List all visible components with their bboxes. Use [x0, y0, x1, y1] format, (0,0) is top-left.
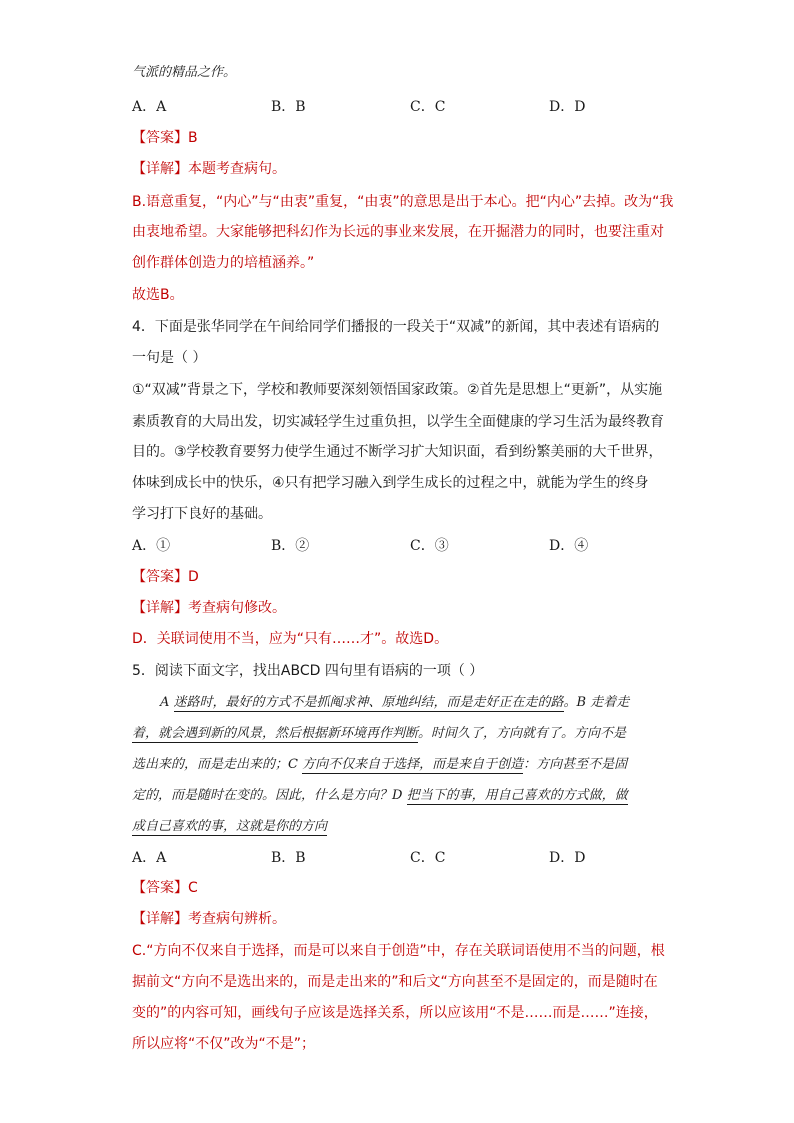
q3-option-a: A．A: [132, 99, 167, 115]
underlined-sentence-a: 迷路时，最好的方式不是抓阄求神、原地纠结，而是走好正在走的路: [173, 695, 564, 710]
q5-option-c: C．C: [410, 850, 446, 866]
q3-option-d: D．D: [549, 99, 586, 115]
underlined-sentence-d: 把当下的事，用自己喜欢的方式做，做: [406, 788, 628, 803]
passage-text: 。B 走着走: [563, 695, 630, 710]
q4-passage-line-5: 学习打下良好的基础。: [132, 506, 272, 522]
q4-passage-line-2: 素质教育的大局出发，切实减轻学生过重负担，以学生全面健康的学习生活为最终教育: [132, 414, 664, 430]
q4-passage-line-1: ①“双减”背景之下，学校和教师要深刻领悟国家政策。②首先是思想上“更新”，从实施: [132, 382, 663, 398]
q5-explanation-line-1: C.“方向不仅来自于选择，而是可以来自于创造”中，存在关联词语使用不当的问题，根: [132, 943, 665, 959]
q5-stem: 5．阅读下面文字，找出ABCD 四句里有语病的一项（ ）: [132, 663, 484, 679]
q4-option-d: D．④: [549, 538, 589, 554]
q4-passage-line-4: 体味到成长中的快乐，④只有把学习融入到学生成长的过程之中，就能为学生的终身: [132, 475, 649, 491]
passage-text: ：方向甚至不是固: [523, 757, 628, 772]
q4-option-a: A．①: [132, 538, 171, 554]
detail-text: 【详解】本题考查病句。: [132, 161, 286, 177]
q5-explanation-line-4: 所以应将“不仅”改为“不是”；: [132, 1036, 316, 1052]
q5-explanation-line-2: 据前文“方向不是选出来的，而是走出来的”和后文“方向甚至不是固定的，而是随时在: [132, 974, 658, 990]
underlined-sentence-d-cont: 成自己喜欢的事，这就是你的方向: [132, 819, 328, 834]
q3-explanation-line-3: 创作群体创造力的培植涵养。”: [132, 255, 315, 271]
q4-stem-line-1: 4．下面是张华同学在午间给同学们播报的一段关于“双减”的新闻，其中表述有语病的: [132, 319, 660, 335]
q5-passage-line-4: [132, 787, 628, 805]
q5-detail-label: 【详解】考查病句辨析。: [132, 911, 286, 927]
answer-text: 【答案】B: [132, 130, 198, 146]
q5-passage-line-1: [160, 694, 629, 712]
q3-explanation-line-2: 由衷地希望。大家能够把科幻作为长远的事业来发展，在开掘潜力的同时，也要注重对: [132, 224, 664, 240]
q5-passage-line-3: [132, 756, 627, 774]
underlined-sentence-b: 着，就会遇到新的风景，然后根据新环境再作判断: [132, 726, 419, 741]
q4-detail-label: 【详解】考查病句修改。: [132, 600, 286, 616]
q3-answer: [132, 129, 198, 147]
q3-detail-label: [132, 160, 286, 178]
q3-option-c: C．C: [410, 99, 446, 115]
q3-explanation-line-1: B.语意重复，“内心”与“由衷”重复，“由衷”的意思是出于本心。把“内心”去掉。改为“我: [132, 194, 674, 210]
q4-answer: 【答案】D: [132, 569, 199, 585]
q5-passage-line-5: [132, 818, 327, 836]
q4-option-b: B．②: [271, 538, 310, 554]
q5-explanation-line-3: 变的”的内容可知，画线句子应该是选择关系，所以应该用“不是……而是……”连接，: [132, 1005, 658, 1021]
continuation-line: [132, 64, 236, 82]
q5-option-a: A．A: [132, 850, 167, 866]
q5-option-d: D．D: [549, 850, 586, 866]
passage-text: 定的，而是随时在变的。因此，什么是方向？D: [132, 788, 407, 803]
q3-conclusion: 故选B。: [132, 287, 184, 303]
passage-text: A: [160, 695, 174, 710]
q4-passage-line-3: 目的。③学校教育要努力使学生通过不断学习扩大知识面，看到纷繁美丽的大千世界，: [132, 444, 663, 460]
text: 气派的精品之作。: [132, 65, 237, 80]
q5-option-b: B．B: [271, 850, 306, 866]
q4-explanation: D．关联词使用不当，应为“只有……才”。故选D。: [132, 631, 449, 647]
q4-stem-line-2: 一句是（ ）: [132, 350, 207, 366]
underlined-sentence-c: 方向不仅来自于选择，而是来自于创造: [302, 757, 524, 772]
passage-text: 。时间久了，方向就有了。方向不是: [418, 726, 627, 741]
q3-option-b: B．B: [271, 99, 306, 115]
passage-text: 选出来的，而是走出来的；C: [132, 757, 303, 772]
q5-passage-line-2: [132, 725, 626, 743]
q4-option-c: C．③: [410, 538, 449, 554]
q5-answer: 【答案】C: [132, 880, 198, 896]
